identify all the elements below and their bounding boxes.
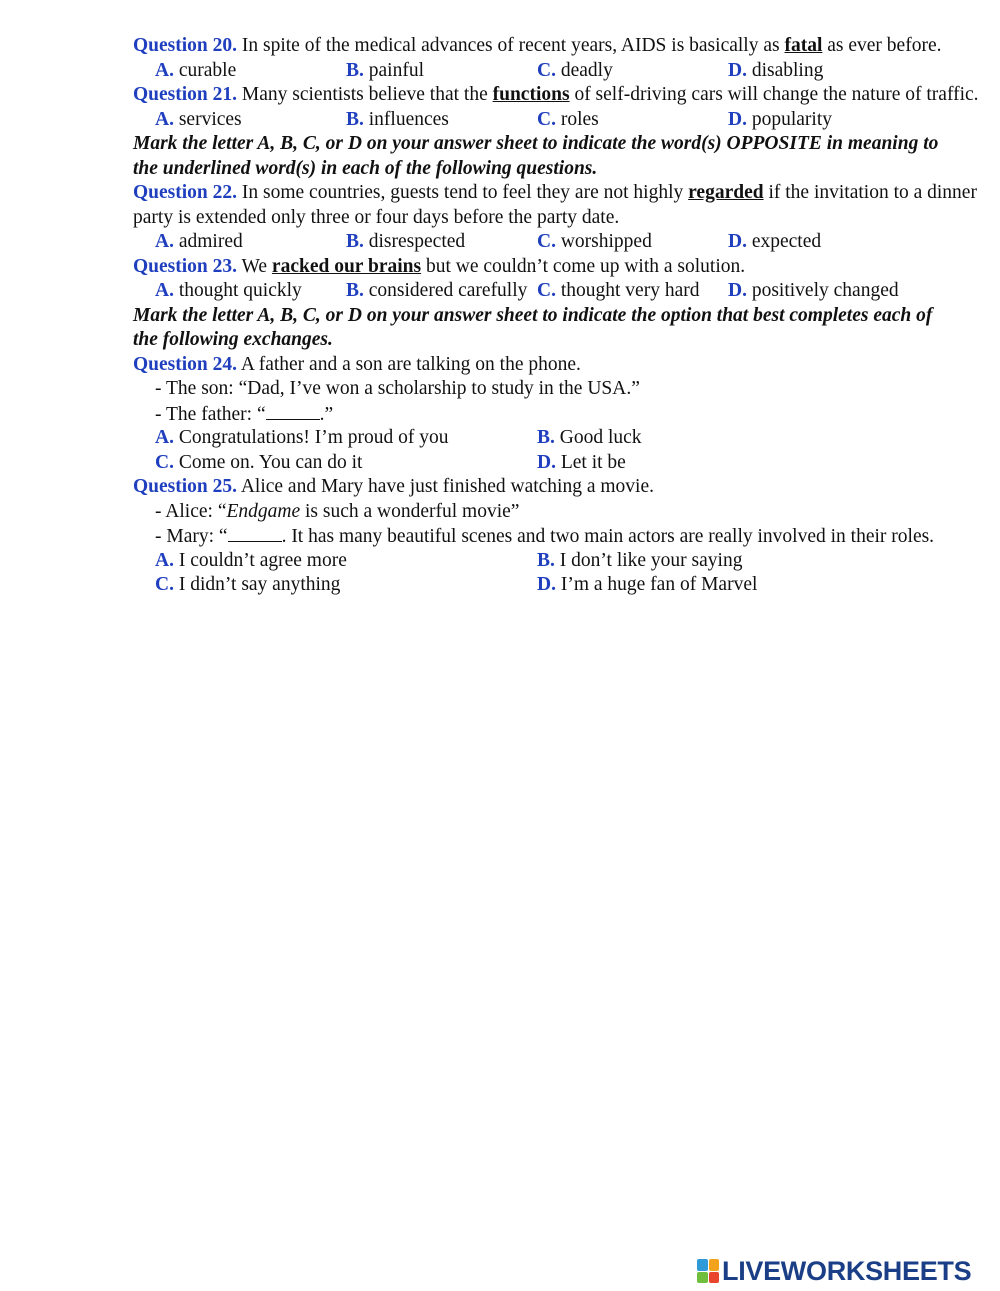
option-c[interactable]	[537, 59, 613, 84]
option-a[interactable]	[155, 108, 242, 133]
underlined-word: regarded	[688, 182, 764, 203]
answer-blank[interactable]	[266, 402, 320, 420]
option-c[interactable]	[537, 279, 699, 304]
option-letter: A.	[155, 108, 174, 130]
option-d[interactable]	[728, 230, 821, 255]
option-a[interactable]	[155, 230, 243, 255]
option-d[interactable]	[537, 573, 757, 598]
option-letter: D.	[728, 231, 747, 252]
option-letter: C.	[537, 231, 556, 252]
option-c[interactable]	[537, 108, 599, 133]
question-label: Question 22.	[133, 182, 238, 203]
option-text: Good luck	[554, 427, 642, 448]
question-text: if the invitation to a dinner	[763, 182, 977, 203]
option-letter: A.	[155, 59, 174, 81]
dialogue-text: - Alice: “	[155, 500, 227, 522]
answer-options	[133, 549, 953, 574]
underlined-word: functions	[492, 84, 570, 105]
question-text: of self-driving cars will change the nature of traffic.	[569, 84, 979, 105]
question-label: Question 21.	[133, 84, 238, 105]
option-text: Come on. You can do it	[173, 451, 363, 473]
underlined-word: racked our brains	[271, 255, 422, 277]
option-letter: C.	[537, 108, 556, 130]
question-text: Many scientists believe that the	[237, 84, 493, 105]
option-text: services	[173, 108, 242, 130]
option-a[interactable]	[155, 426, 449, 451]
option-letter: D.	[537, 574, 556, 595]
option-d[interactable]	[728, 108, 832, 133]
question-23	[133, 255, 953, 280]
answer-options	[133, 451, 953, 476]
option-text: painful	[363, 59, 424, 81]
option-letter: B.	[346, 108, 364, 130]
option-letter: A.	[155, 280, 174, 301]
option-c[interactable]	[155, 451, 362, 476]
answer-blank[interactable]	[228, 524, 282, 542]
liveworksheets-logo	[697, 1255, 971, 1287]
option-c[interactable]	[155, 573, 340, 598]
option-text: positively changed	[746, 280, 899, 301]
option-letter: C.	[537, 59, 556, 81]
answer-options	[133, 108, 953, 133]
option-text: admired	[173, 231, 243, 252]
option-b[interactable]	[346, 230, 465, 255]
option-letter: A.	[155, 427, 174, 448]
question-text: We	[237, 255, 272, 277]
option-text: I didn’t say anything	[173, 574, 341, 595]
option-a[interactable]	[155, 279, 302, 304]
option-text: I’m a huge fan of Marvel	[555, 574, 758, 595]
option-b[interactable]	[537, 426, 642, 451]
option-b[interactable]	[346, 108, 449, 133]
option-letter: B.	[346, 280, 364, 301]
option-letter: C.	[155, 574, 174, 595]
option-b[interactable]	[346, 59, 424, 84]
instruction-exchange: Mark the letter A, B, C, or D on your answer sheet to indicate the option that best completes each of the following exchanges.	[133, 304, 933, 350]
worksheet-content	[133, 34, 979, 598]
option-letter: A.	[155, 549, 174, 571]
option-text: thought very hard	[555, 280, 700, 301]
option-text: expected	[746, 231, 822, 252]
logo-text: LIVEWORKSHEETS	[722, 1255, 972, 1286]
option-letter: D.	[728, 280, 747, 301]
option-letter: C.	[537, 280, 556, 301]
dialogue-father	[133, 402, 953, 427]
option-text: Let it be	[555, 451, 626, 473]
option-c[interactable]	[537, 230, 652, 255]
dialogue-alice	[133, 500, 953, 525]
question-text: In some countries, guests tend to feel they are not highly	[237, 182, 689, 203]
dialogue-text: .”	[319, 403, 334, 425]
option-text: deadly	[555, 59, 613, 81]
option-text: thought quickly	[173, 280, 302, 301]
option-letter: D.	[728, 108, 747, 130]
option-a[interactable]	[155, 549, 347, 574]
question-text: In spite of the medical advances of recent years, AIDS is basically as	[237, 35, 785, 56]
logo-tile	[697, 1272, 708, 1284]
answer-options	[133, 230, 953, 255]
dialogue-mary	[133, 524, 953, 549]
dialogue-text: . It has many beautiful scenes and two main actors are really involved in their roles.	[281, 526, 935, 547]
option-text: influences	[363, 108, 449, 130]
question-text-continued: party is extended only three or four days before the party date.	[133, 206, 620, 228]
logo-tile	[709, 1259, 720, 1271]
option-text: popularity	[746, 108, 832, 130]
option-text: disabling	[746, 59, 824, 81]
option-text: roles	[555, 108, 599, 130]
answer-options	[133, 426, 953, 451]
question-25	[133, 475, 953, 500]
option-text: curable	[173, 59, 237, 81]
question-20	[133, 34, 953, 59]
question-text: as ever before.	[822, 35, 942, 56]
option-text: disrespected	[363, 231, 466, 252]
option-text: I couldn’t agree more	[173, 549, 347, 571]
question-label: Question 25.	[133, 476, 238, 497]
answer-options	[133, 279, 953, 304]
option-letter: B.	[537, 427, 555, 448]
question-24	[133, 353, 953, 378]
question-label: Question 20.	[133, 35, 238, 56]
option-letter: B.	[346, 59, 364, 81]
option-letter: D.	[537, 451, 556, 473]
option-letter: C.	[155, 451, 174, 473]
underlined-word: fatal	[784, 35, 823, 56]
dialogue-text: - Mary: “	[155, 526, 228, 547]
option-text: I don’t like your saying	[554, 549, 743, 571]
question-text: Alice and Mary have just finished watching a movie.	[237, 476, 654, 497]
option-b[interactable]	[346, 279, 527, 304]
question-text: A father and a son are talking on the phone.	[237, 353, 581, 375]
dialogue-son: - The son: “Dad, I’ve won a scholarship to study in the USA.”	[155, 378, 640, 399]
option-letter: B.	[537, 549, 555, 571]
option-letter: A.	[155, 231, 174, 252]
dialogue-text: - The father: “	[155, 403, 266, 425]
option-d[interactable]	[537, 451, 626, 476]
option-text: worshipped	[555, 231, 652, 252]
instruction-opposite: Mark the letter A, B, C, or D on your answer sheet to indicate the word(s) OPPOSITE in meaning to the underlined word(s) in each of the following questions.	[133, 133, 939, 179]
option-d[interactable]	[728, 279, 899, 304]
logo-tile	[697, 1259, 708, 1271]
answer-options	[133, 59, 953, 84]
logo-icon	[697, 1259, 719, 1283]
movie-title: Endgame	[226, 500, 301, 522]
dialogue-text: is such a wonderful movie”	[300, 500, 520, 522]
option-d[interactable]	[728, 59, 823, 84]
option-b[interactable]	[537, 549, 742, 574]
question-22	[133, 181, 977, 206]
answer-options	[133, 573, 953, 598]
question-label: Question 24.	[133, 353, 238, 375]
question-label: Question 23.	[133, 255, 238, 277]
option-a[interactable]	[155, 59, 236, 84]
option-letter: B.	[346, 231, 364, 252]
question-21	[133, 83, 979, 108]
option-text: considered carefully	[363, 280, 528, 301]
logo-tile	[709, 1272, 720, 1284]
option-text: Congratulations! I’m proud of you	[173, 427, 449, 448]
option-letter: D.	[728, 59, 747, 81]
question-text: but we couldn’t come up with a solution.	[421, 255, 746, 277]
